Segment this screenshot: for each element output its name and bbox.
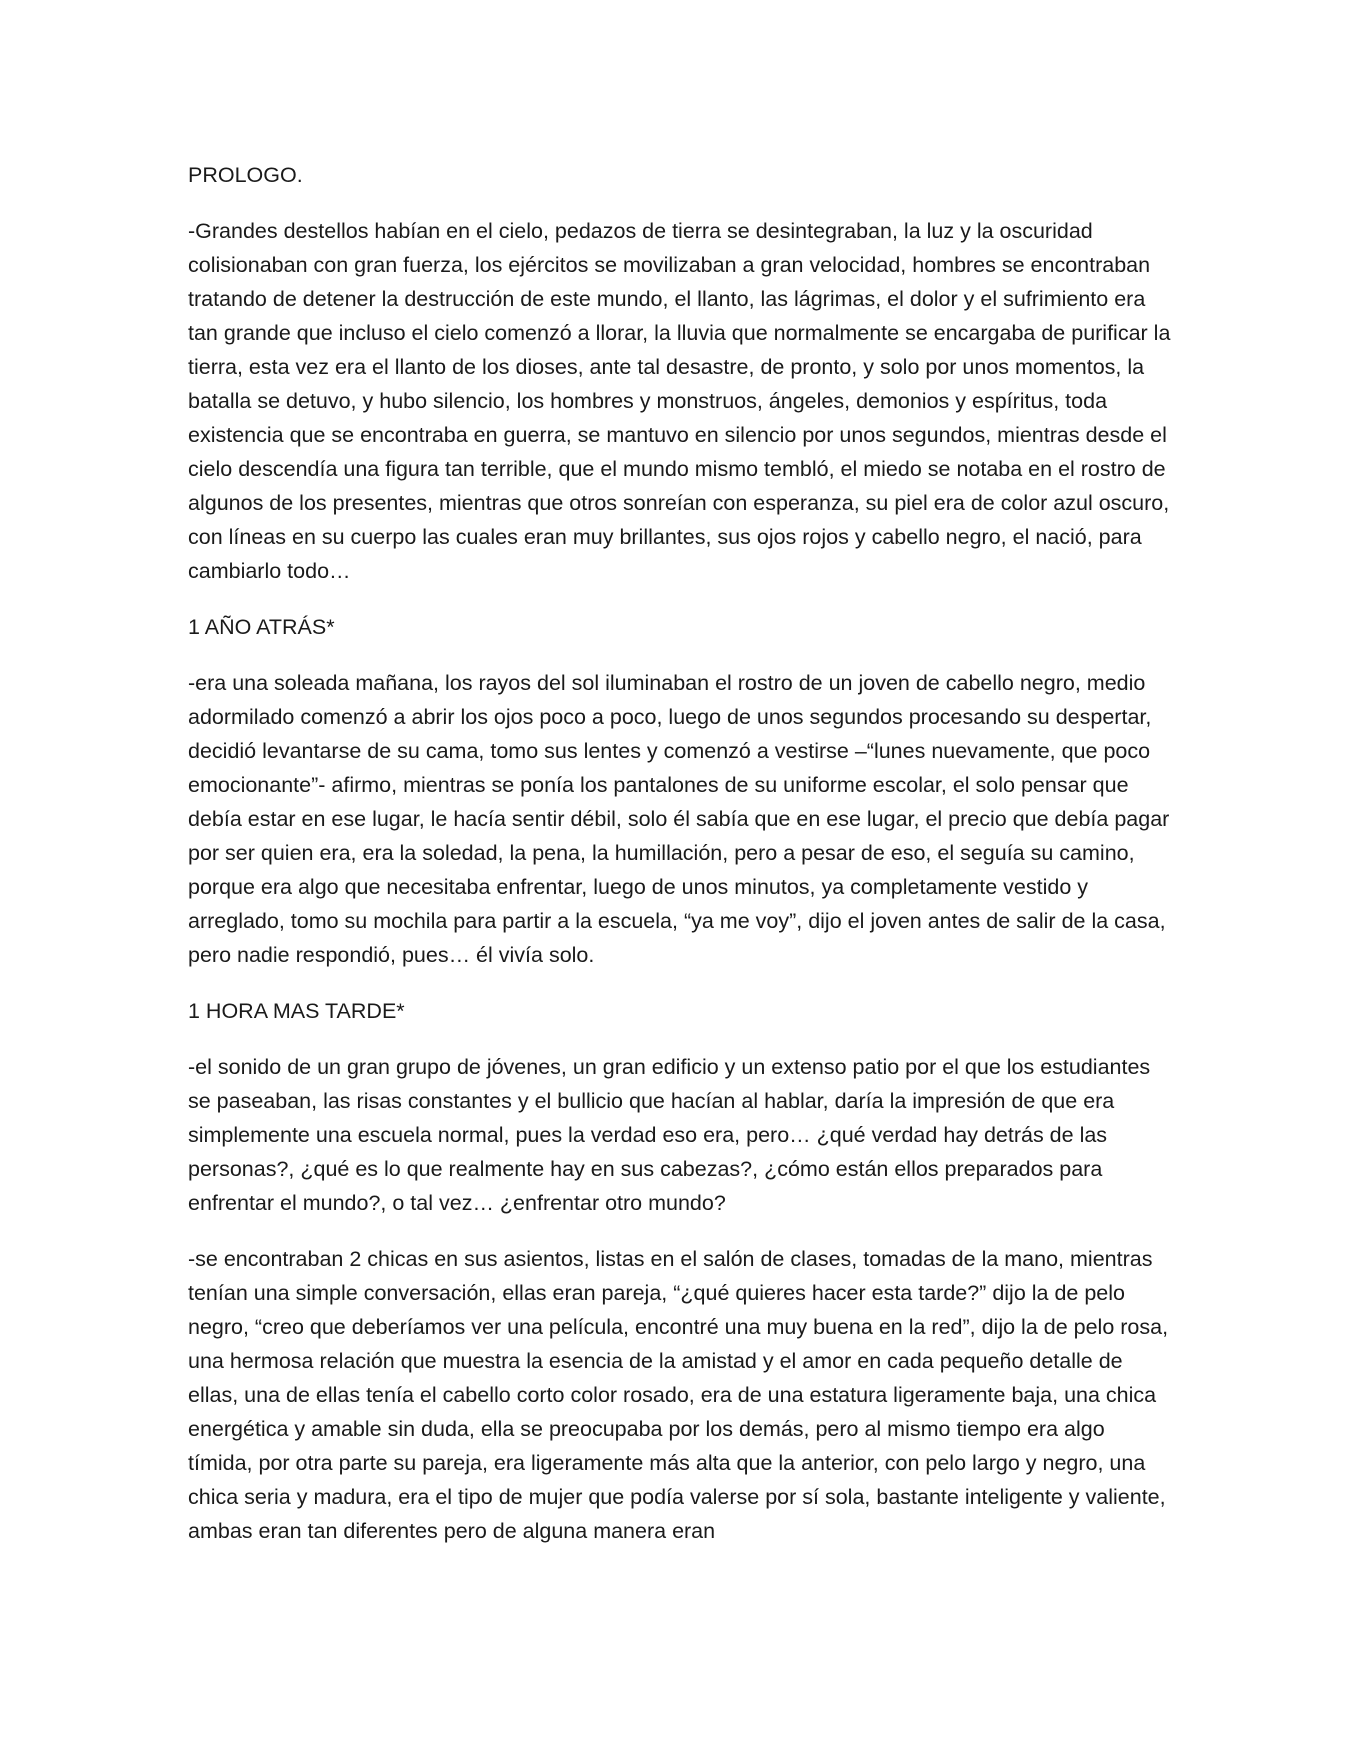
document-body [188, 158, 1173, 1570]
section-prologo [188, 158, 1173, 588]
section-heading: 1 AÑO ATRÁS* [188, 615, 335, 639]
paragraph: -era una soleada mañana, los rayos del sol iluminaban el rostro de un joven de cabello negro, medio adormilado comenzó a abrir los ojos poco a poco, luego de unos segundos procesando su despertar, decidió levantarse de su cama, tomo sus lentes y comenzó a vestirse –“lunes nuevamente, que poco emocionante”- afirmo, mientras se ponía los pantalones de su uniforme escolar, el solo pensar que debía estar en ese lugar, le hacía sentir débil, solo él sabía que en ese lugar, el precio que debía pagar por ser quien era, era la soledad, la pena, la humillación, pero a pesar de eso, el seguía su camino, porque era algo que necesitaba enfrentar, luego de unos minutos, ya completamente vestido y arreglado, tomo su mochila para partir a la escuela, “ya me voy”, dijo el joven antes de salir de la casa, pero nadie respondió, pues… él vivía solo. [188, 671, 1170, 967]
section-one-hour-later [188, 994, 1173, 1548]
paragraph: -se encontraban 2 chicas en sus asientos, listas en el salón de clases, tomadas de la mano, mientras tenían una simple conversación, ellas eran pareja, “¿qué quieres hacer esta tarde?” dijo la de pelo negro, “creo que deberíamos ver una película, encontré una muy buena en la red”, dijo la de pelo rosa, una hermosa relación que muestra la esencia de la amistad y el amor en cada pequeño detalle de ellas, una de ellas tenía el cabello corto color rosado, era de una estatura ligeramente baja, una chica energética y amable sin duda, ella se preocupaba por los demás, pero al mismo tiempo era algo tímida, por otra parte su pareja, era ligeramente más alta que la anterior, con pelo largo y negro, una chica seria y madura, era el tipo de mujer que podía valerse por sí sola, bastante inteligente y valiente, ambas eran tan diferentes pero de alguna manera eran [188, 1247, 1169, 1543]
section-heading: PROLOGO. [188, 163, 303, 187]
paragraph: -el sonido de un gran grupo de jóvenes, un gran edificio y un extenso patio por el que los estudiantes se paseaban, las risas constantes y el bullicio que hacían al hablar, daría la impresión de que era simplemente una escuela normal, pues la verdad eso era, pero… ¿qué verdad hay detrás de las personas?, ¿qué es lo que realmente hay en sus cabezas?, ¿cómo están ellos preparados para enfrentar el mundo?, o tal vez… ¿enfrentar otro mundo? [188, 1055, 1151, 1215]
paragraph: -Grandes destellos habían en el cielo, pedazos de tierra se desintegraban, la luz y la oscuridad colisionaban con gran fuerza, los ejércitos se movilizaban a gran velocidad, hombres se encontraban tratando de detener la destrucción de este mundo, el llanto, las lágrimas, el dolor y el sufrimiento era tan grande que incluso el cielo comenzó a llorar, la lluvia que normalmente se encargaba de purificar la tierra, esta vez era el llanto de los dioses, ante tal desastre, de pronto, y solo por unos momentos, la batalla se detuvo, y hubo silencio, los hombres y monstruos, ángeles, demonios y espíritus, toda existencia que se encontraba en guerra, se mantuvo en silencio por unos segundos, mientras desde el cielo descendía una figura tan terrible, que el mundo mismo tembló, el miedo se notaba en el rostro de algunos de los presentes, mientras que otros sonreían con esperanza, su piel era de color azul oscuro, con líneas en su cuerpo las cuales eran muy brillantes, sus ojos rojos y cabello negro, el nació, para cambiarlo todo… [188, 219, 1171, 583]
section-heading: 1 HORA MAS TARDE* [188, 999, 405, 1023]
section-one-year-ago [188, 610, 1173, 972]
